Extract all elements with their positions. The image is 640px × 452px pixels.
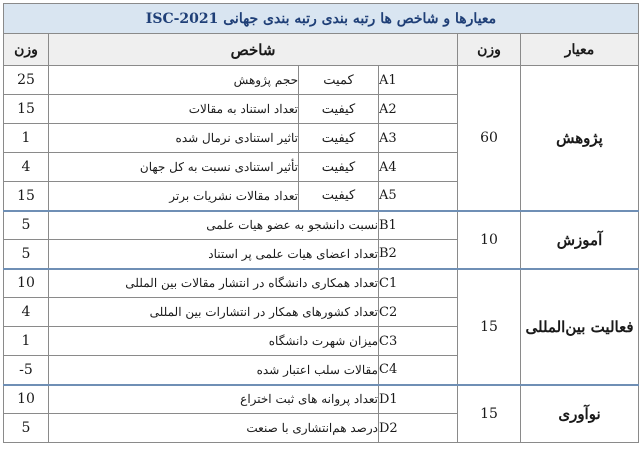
item-code: C1 [379, 269, 458, 298]
group-criterion: فعالیت بین‌المللی [521, 269, 639, 385]
item-code: C4 [379, 356, 458, 385]
item-description: تأثیر استنادی نسبت به کل جهان [49, 153, 299, 182]
item-code: A2 [379, 95, 458, 124]
header-weight-item: وزن [4, 34, 49, 66]
item-weight: 4 [4, 153, 49, 182]
item-description: تاثیر استنادی نرمال شده [49, 124, 299, 153]
item-description: تعداد پروانه های ثبت اختراع [49, 385, 379, 414]
item-description: مقالات سلب اعتبار شده [49, 356, 379, 385]
item-weight: 10 [4, 385, 49, 414]
item-code: B1 [379, 211, 458, 240]
item-code: D2 [379, 414, 458, 443]
item-type: کمیت [299, 66, 379, 95]
item-weight: 25 [4, 66, 49, 95]
item-description: تعداد همکاری دانشگاه در انتشار مقالات بین المللی [49, 269, 379, 298]
item-description: حجم پژوهش [49, 66, 299, 95]
item-weight: 10 [4, 269, 49, 298]
header-criterion: معیار [521, 34, 639, 66]
group-criterion: پژوهش [521, 66, 639, 211]
item-type: کیفیت [299, 95, 379, 124]
item-weight: 15 [4, 182, 49, 211]
item-weight: 5 [4, 240, 49, 269]
item-code: C2 [379, 298, 458, 327]
header-indicator: شاخص [49, 34, 458, 66]
item-weight: -5 [4, 356, 49, 385]
item-description: تعداد اعضای هیات علمی پر استناد [49, 240, 379, 269]
item-description: درصد هم‌انتشاری با صنعت [49, 414, 379, 443]
item-code: C3 [379, 327, 458, 356]
item-description: تعداد استناد به مقالات [49, 95, 299, 124]
item-code: A1 [379, 66, 458, 95]
group-weight: 60 [458, 66, 521, 211]
item-description: تعداد مقالات نشریات برتر [49, 182, 299, 211]
group-weight: 15 [458, 269, 521, 385]
header-weight-group: وزن [458, 34, 521, 66]
item-code: A5 [379, 182, 458, 211]
item-type: کیفیت [299, 182, 379, 211]
item-code: D1 [379, 385, 458, 414]
item-weight: 5 [4, 414, 49, 443]
item-type: کیفیت [299, 153, 379, 182]
item-code: A4 [379, 153, 458, 182]
group-criterion: نوآوری [521, 385, 639, 443]
item-type: کیفیت [299, 124, 379, 153]
item-weight: 4 [4, 298, 49, 327]
item-description: نسبت دانشجو به عضو هیات علمی [49, 211, 379, 240]
group-criterion: آموزش [521, 211, 639, 269]
group-weight: 10 [458, 211, 521, 269]
item-weight: 1 [4, 327, 49, 356]
item-weight: 15 [4, 95, 49, 124]
item-weight: 5 [4, 211, 49, 240]
item-description: میزان شهرت دانشگاه [49, 327, 379, 356]
isc-criteria-table [3, 3, 639, 443]
item-code: B2 [379, 240, 458, 269]
item-weight: 1 [4, 124, 49, 153]
table-title: معیارها و شاخص ها رتبه بندی رتبه بندی جهانی ISC-2021 [4, 4, 639, 34]
group-weight: 15 [458, 385, 521, 443]
item-description: تعداد کشورهای همکار در انتشارات بین المللی [49, 298, 379, 327]
item-code: A3 [379, 124, 458, 153]
